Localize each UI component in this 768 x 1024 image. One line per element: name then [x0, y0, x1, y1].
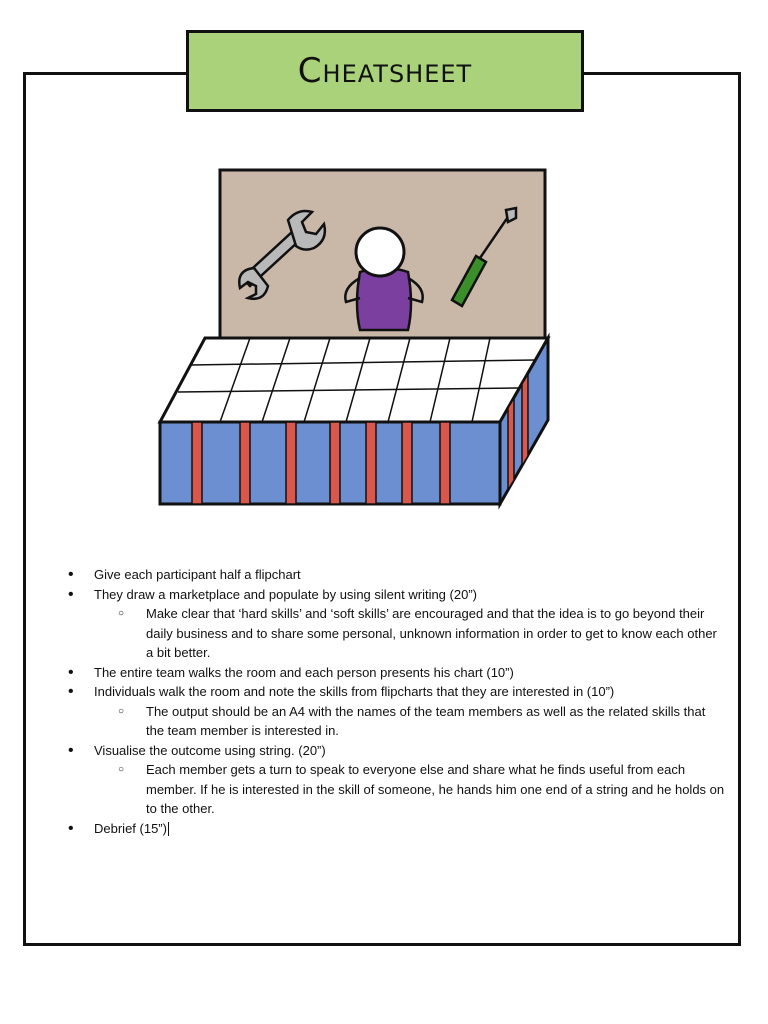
list-item: • Visualise the outcome using string. (20”) [66, 741, 726, 761]
list-item-last[interactable] [66, 819, 726, 839]
page-title: Cheatsheet [297, 51, 473, 91]
instruction-list [66, 565, 726, 838]
sub-list-item: ○ The output should be an A4 with the names of the team members as well as the related skills that the team member is interested in. [66, 702, 726, 741]
list-item-text: Debrief (15”) [94, 820, 167, 836]
sub-list-item: ○ Each member gets a turn to speak to everyone else and share what he finds useful from each member. If he is interested in the skill of someone, he hands him one end of a string and he holds on to the other. [66, 760, 726, 819]
title-banner [186, 30, 584, 112]
sub-list-item: ○ Make clear that ‘hard skills’ and ‘soft skills’ are encouraged and that the idea is to go beyond their daily business and to share some personal, unknown information in order to get to know each other a bit better. [66, 604, 726, 663]
person-head [356, 228, 404, 276]
text-cursor [168, 822, 169, 836]
stall-counter-top [160, 338, 548, 422]
list-item: • They draw a marketplace and populate by using silent writing (20”) [66, 585, 726, 605]
list-item: • The entire team walks the room and each person presents his chart (10”) [66, 663, 726, 683]
person-shirt [357, 268, 411, 330]
marketplace-illustration [150, 160, 560, 510]
list-item: • Give each participant half a flipchart [66, 565, 726, 585]
list-item: • Individuals walk the room and note the skills from flipcharts that they are interested in (10”) [66, 682, 726, 702]
